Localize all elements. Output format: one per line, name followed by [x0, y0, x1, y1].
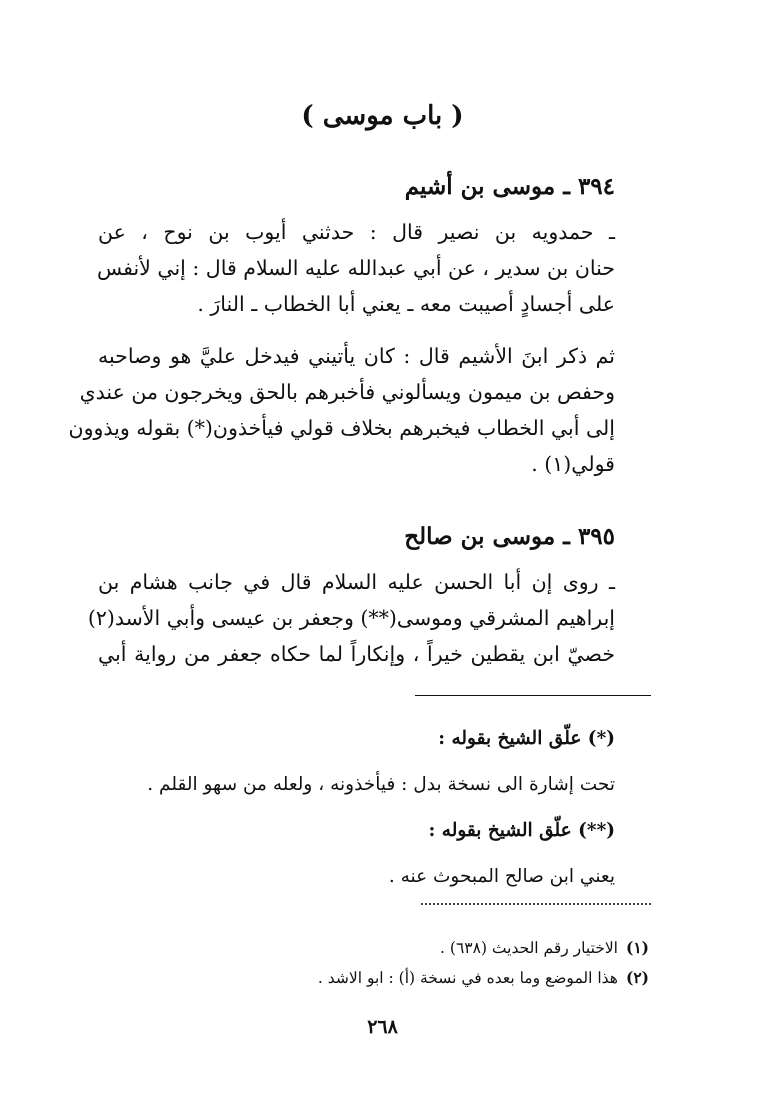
text-line: قولي(١) .: [531, 452, 615, 476]
paragraph-394-2: [68, 338, 615, 482]
footnote-text: الاختيار رقم الحديث (٦٣٨) .: [440, 939, 618, 957]
text-line: ـ حمدويه بن نصير قال : حدثني أيوب بن نوح ، عن: [98, 220, 615, 244]
chapter-title: ( باب موسى ): [301, 101, 464, 131]
text-line: ثم ذكر ابنَ الأشيم قال : كان يأتيني فيدخل عليَّ هو وصاحبه: [98, 344, 615, 368]
footnotes-separator: [421, 903, 651, 905]
footnote-1: [440, 937, 649, 959]
note-label-2: (**) علّق الشيخ بقوله :: [428, 820, 615, 841]
footnote-text: هذا الموضع وما بعده في نسخة (أ) : ابو الاشد .: [317, 969, 618, 987]
note-text-1: تحت إشارة الى نسخة بدل : فيأخذونه ، ولعله من سهو القلم .: [147, 774, 615, 795]
paragraph-395-1: [87, 564, 615, 672]
text-line: على أجسادٍ أصيبت معه ـ يعني أبا الخطاب ـ النارَ .: [197, 292, 615, 316]
footnote-number: (٢): [625, 968, 649, 987]
text-line: وحفص بن ميمون ويسألوني فأخبرهم بالحق ويخرجون من عندي: [79, 380, 615, 404]
entry-heading-395: ٣٩٥ ـ موسى بن صالح: [404, 523, 615, 550]
entry-heading-394: ٣٩٤ ـ موسى بن أشيم: [404, 173, 615, 200]
footnote-2: [318, 967, 649, 989]
notes-divider: [415, 695, 651, 696]
footnote-number: (١): [625, 938, 649, 957]
paragraph-394-1: [98, 214, 615, 322]
page-number: ٢٦٨: [367, 1016, 398, 1038]
note-text-2: يعني ابن صالح المبحوث عنه .: [388, 866, 615, 887]
text-line: حنان بن سدير ، عن أبي عبدالله عليه السلام قال : إني لأنفس: [96, 256, 615, 280]
text-line: خصيّ ابن يقطين خيراً ، وإنكاراً لما حكاه جعفر من رواية أبي: [98, 642, 615, 666]
note-label-1: (*) علّق الشيخ بقوله :: [438, 728, 615, 749]
text-line: ـ روى إن أبا الحسن عليه السلام قال في جانب هشام بن: [98, 570, 615, 594]
text-line: إلى أبي الخطاب فيخبرهم بخلاف قولي فيأخذون(*) بقوله ويذوون: [68, 416, 615, 440]
text-line: إبراهيم المشرقي وموسى(**) وجعفر بن عيسى وأبي الأسد(٢): [87, 606, 615, 630]
